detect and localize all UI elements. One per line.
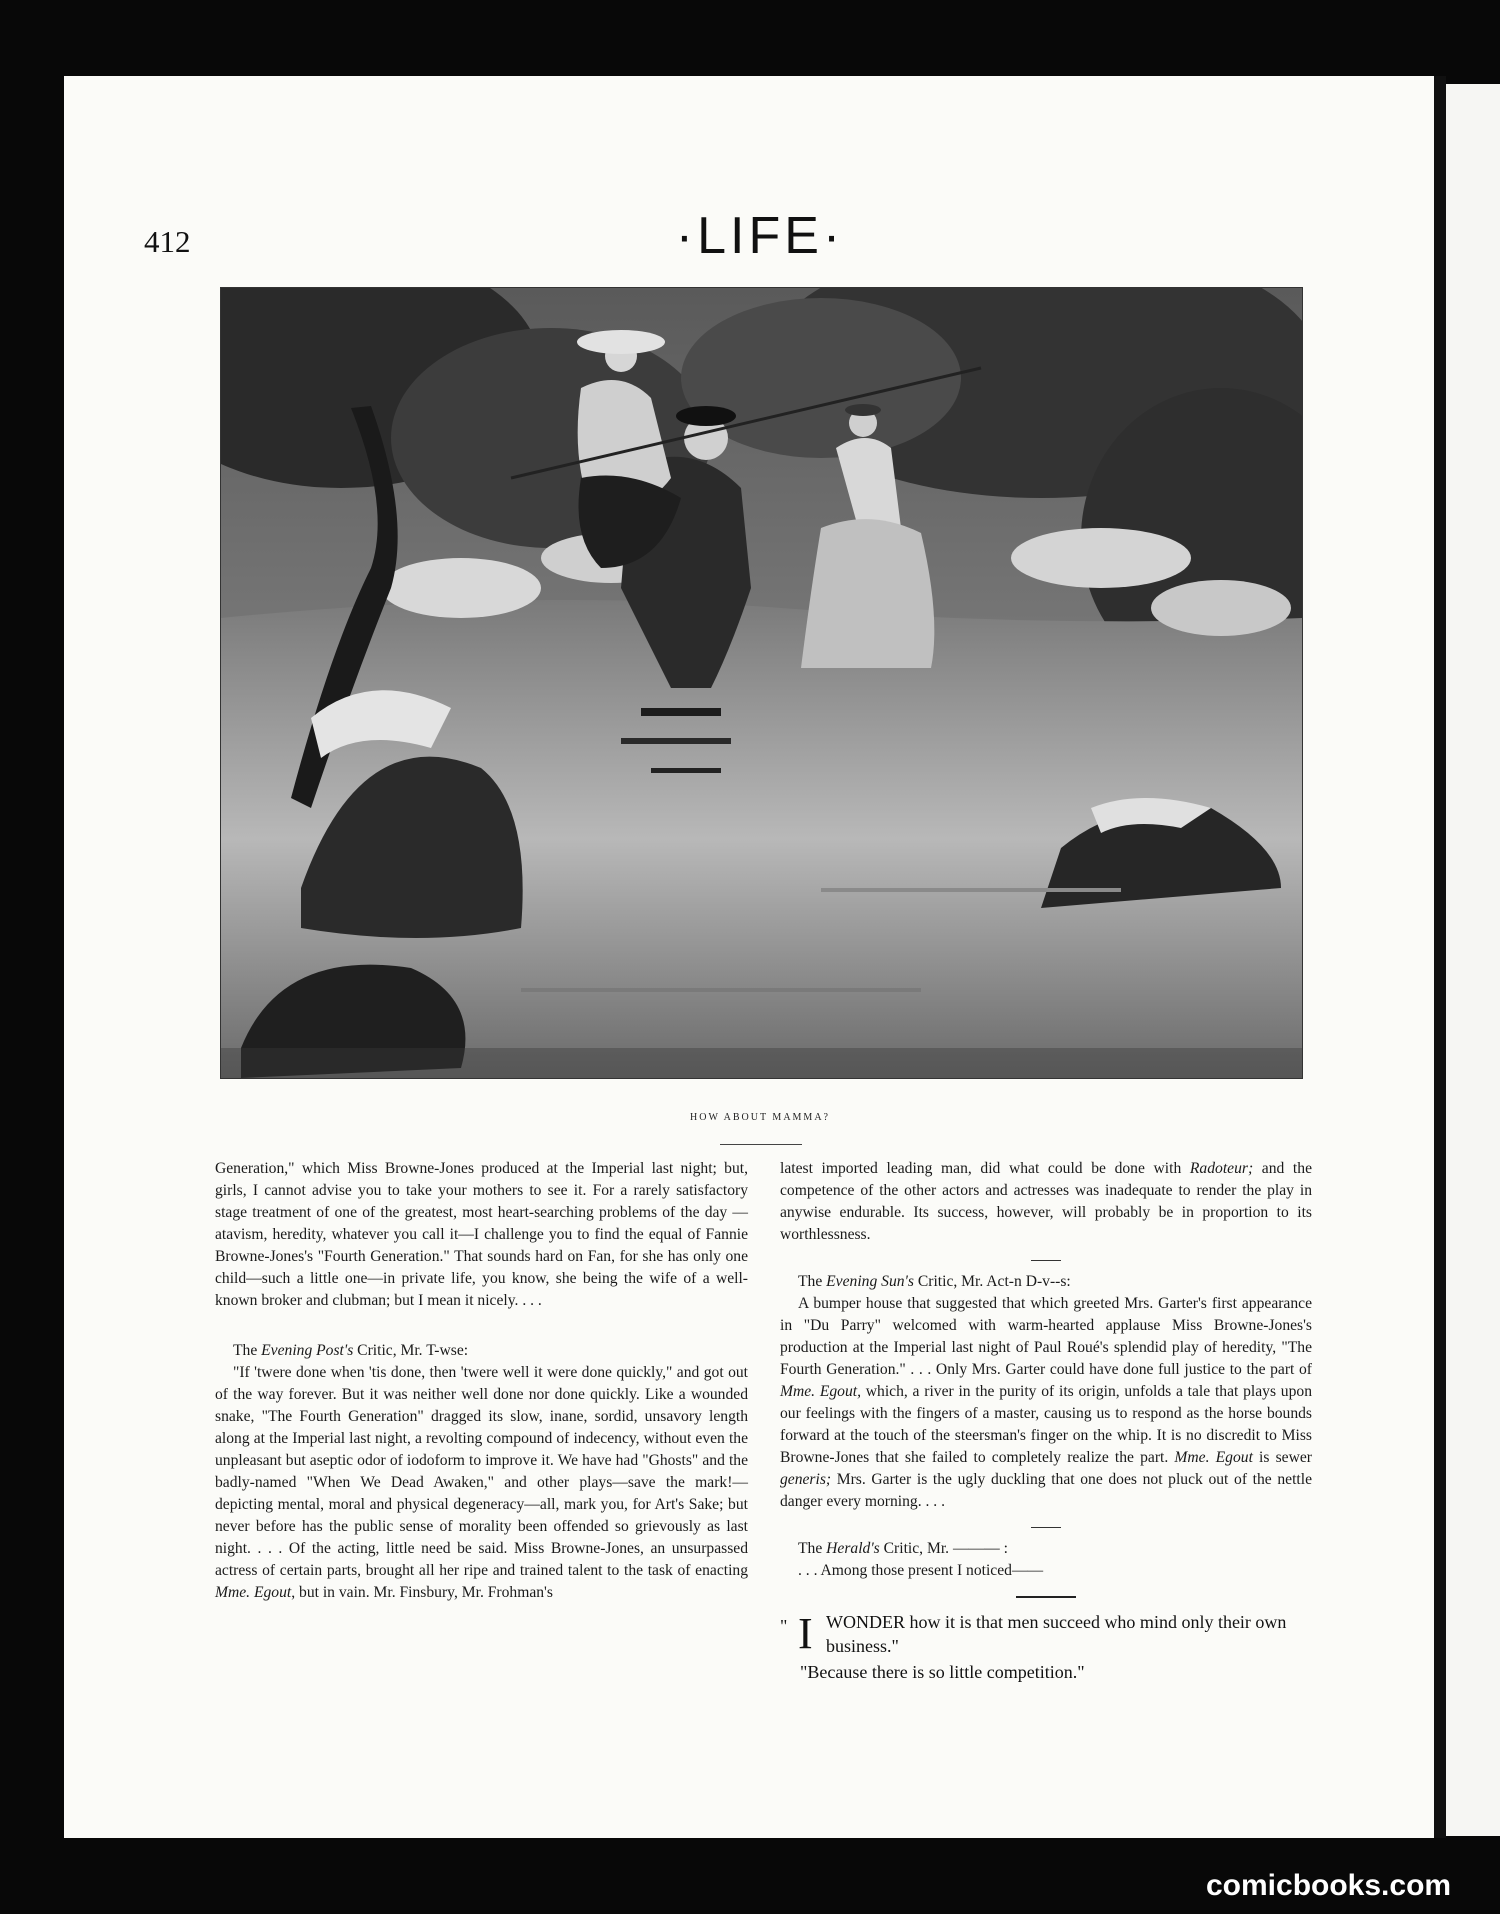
page-number: 412 bbox=[144, 224, 191, 259]
critic-heading: The Evening Sun's Critic, Mr. Act-n D-v--s: bbox=[798, 1273, 1071, 1290]
section-rule bbox=[1031, 1260, 1061, 1261]
illustration-drawing bbox=[221, 288, 1302, 1078]
illustration-caption: HOW ABOUT MAMMA? bbox=[690, 1112, 830, 1123]
review-paragraph: latest imported leading man, did what could be done with Radoteur; and the competence of the other actors and actresses was inadequate to render the play in anywise endurable. Its success, however, will probably be in proportion to its worthlessness. bbox=[780, 1160, 1312, 1243]
adjacent-page-edge bbox=[1446, 84, 1500, 1836]
section-rule bbox=[1031, 1527, 1061, 1528]
review-paragraph: . . . Among those present I noticed—— bbox=[798, 1562, 1044, 1579]
article-column-right bbox=[780, 1158, 1312, 1684]
masthead-title: ·LIFE· bbox=[675, 207, 845, 265]
joke-open-quote: " bbox=[780, 1616, 788, 1636]
joke-block bbox=[780, 1610, 1312, 1684]
caption-rule bbox=[720, 1144, 802, 1145]
critic-heading: The Herald's Critic, Mr. ——— : bbox=[798, 1540, 1008, 1557]
review-paragraph: Generation," which Miss Browne-Jones produced at the Imperial last night; but, girls, I cannot advise you to take your mothers to see it. For a rarely satisfactory stage treatment of one of the greatest, most heart-searching problems of the day — atavism, heredity, whatever you call it—I challenge you to find the equal of Fannie Browne-Jones's "Fourth Generation." That sounds hard on Fan, for she has only one child—such a little one—in private life, you know, she being the wife of a well-known broker and clubman; but I mean it nicely. . . . bbox=[215, 1160, 748, 1309]
review-paragraph: "If 'twere done when 'tis done, then 'twere well it were done quickly," and got out of the way forever. But it was neither well done nor done quickly. Like a wounded snake, "The Fourth Generation" dragged its slow, inane, sordid, unsavory length along at the Imperial last night, a revolting compound of indecency, without even the unpleasant but aseptic odor of iodoform to improve it. We have had "Ghosts" and the badly-named "When We Dead Awaken," and other plays—save the mark!—depicting mental, moral and physical degeneracy—all, mark you, for Art's Sake; but never before has the public sense of morality been offended so grievously as last night. . . . Of the acting, little need be said. Miss Browne-Jones, an unsurpassed actress of certain parts, brought all her ripe and trained talent to the task of enacting Mme. Egout, but in vain. Mr. Finsbury, Mr. Frohman's bbox=[215, 1364, 748, 1601]
joke-answer: "Because there is so little competition." bbox=[800, 1662, 1085, 1682]
article-column-left bbox=[215, 1158, 748, 1604]
page-gutter bbox=[1434, 76, 1446, 1838]
column-spacer bbox=[215, 1312, 748, 1340]
joke-rule bbox=[1016, 1596, 1076, 1598]
joke-question: WONDER how it is that men succeed who mind only their own business." bbox=[826, 1612, 1287, 1656]
joke-dropcap: I bbox=[798, 1609, 813, 1658]
review-paragraph: A bumper house that suggested that which greeted Mrs. Garter's first appearance in "Du Parry" welcomed with warm-hearted applause Miss Browne-Jones's production at the Imperial last night of Paul Roué's splendid play of heredity, "The Fourth Generation." . . . Only Mrs. Garter could have done full justice to the part of Mme. Egout, which, a river in the purity of its origin, unfolds a tale that plays upon our feelings with the fingers of a master, causing us to respond as the horse bounds forward at the touch of the steersman's finger on the whip. It is no discredit to Miss Browne-Jones that she failed to completely realize the part. Mme. Egout is sewer generis; Mrs. Garter is the ugly duckling that one does not pluck out of the nettle danger every morning. . . . bbox=[780, 1295, 1312, 1510]
watermark: comicbooks.com bbox=[1206, 1869, 1452, 1902]
fishing-illustration bbox=[220, 287, 1303, 1079]
critic-heading: The Evening Post's Critic, Mr. T-wse: bbox=[233, 1342, 469, 1359]
